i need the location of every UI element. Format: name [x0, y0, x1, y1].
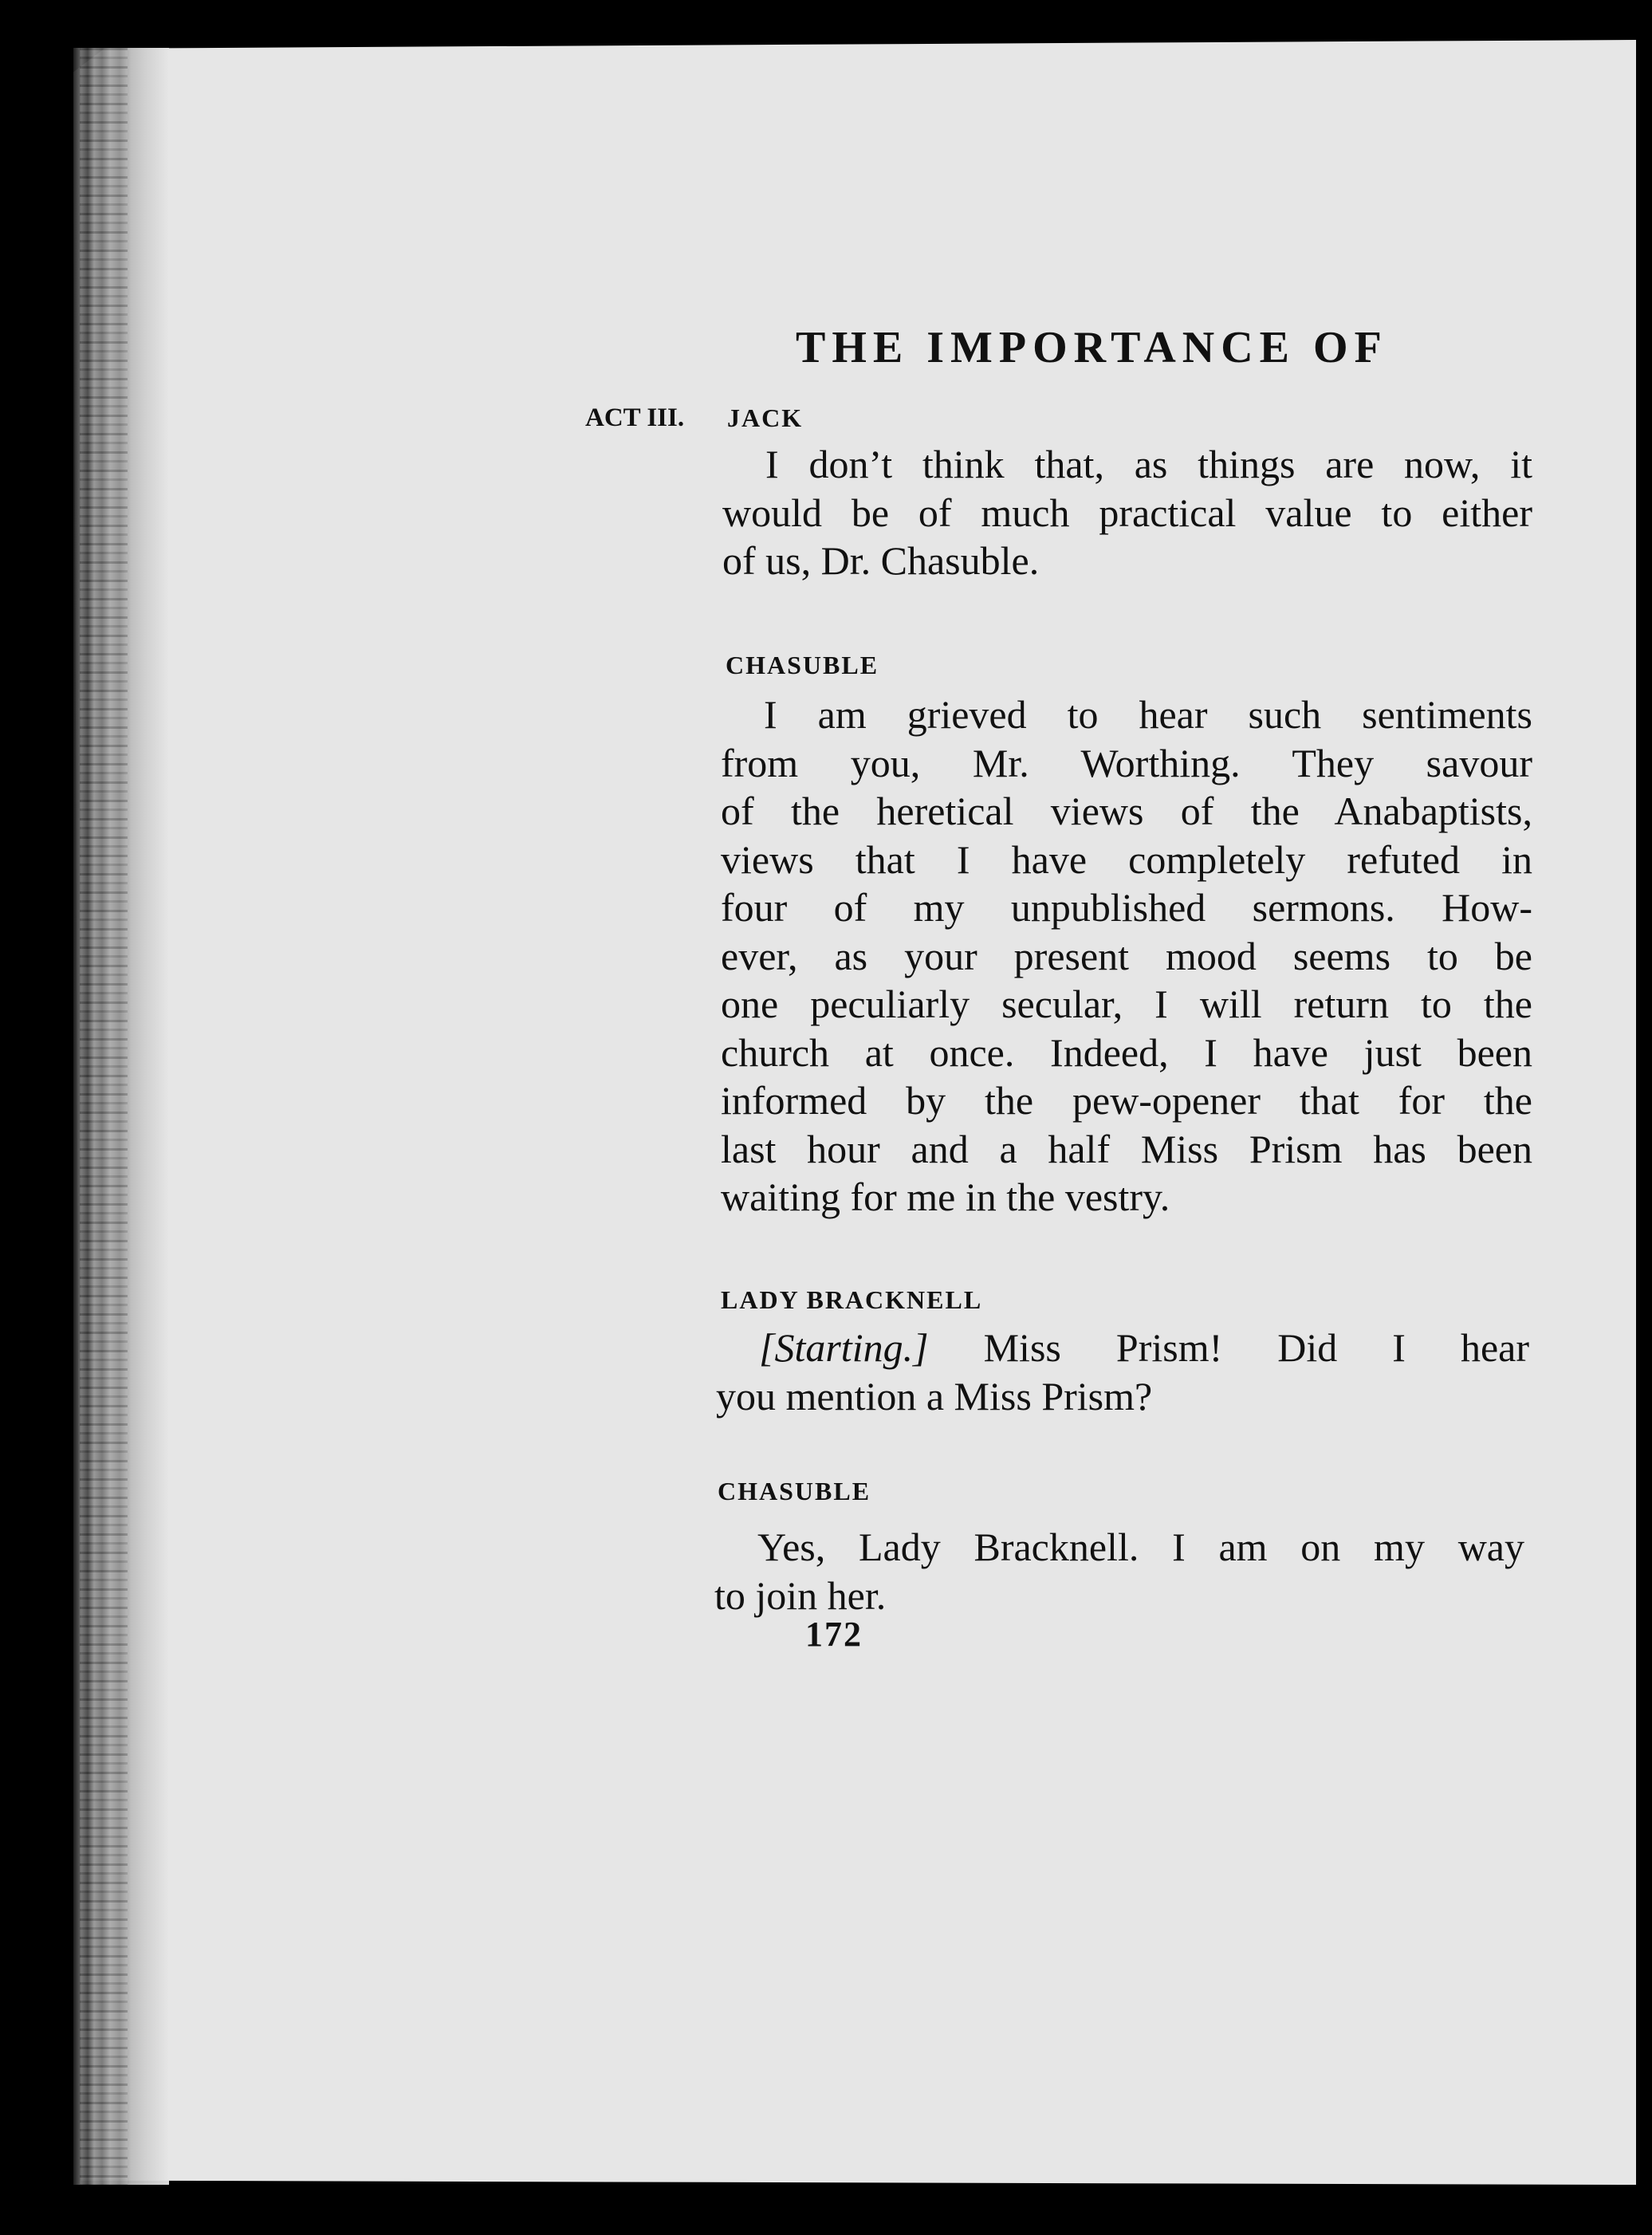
speech-text: [714, 1523, 1524, 1619]
speech-line: ever, as your present mood seems to be: [721, 933, 1532, 978]
speech-line: last hour and a half Miss Prism has been: [721, 1126, 1532, 1171]
running-head: THE IMPORTANCE OF: [796, 323, 1388, 372]
stage-direction: [Starting.]: [759, 1325, 929, 1370]
gutter-texture: [80, 48, 128, 2185]
speech-line: views that I have completely refuted in: [721, 836, 1532, 882]
speaker-name: CHASUBLE: [726, 651, 879, 679]
speech-line: [716, 1324, 1529, 1372]
speaker-name: LADY BRACKNELL: [721, 1285, 983, 1314]
speech-line: informed by the pew-opener that for the: [721, 1078, 1532, 1123]
speech-line: of the heretical views of the Anabaptists,: [721, 789, 1532, 833]
speech-line: from you, Mr. Worthing. They savour: [721, 740, 1532, 785]
speech-line: Yes, Lady Bracknell. I am on my way: [757, 1525, 1524, 1569]
speech-line: I don’t think that, as things are now, it: [765, 442, 1532, 486]
speech-text: [722, 440, 1532, 585]
page-number: 172: [805, 1615, 863, 1654]
speech-line: four of my unpublished sermons. How-: [721, 885, 1532, 930]
speech-text: [716, 1324, 1529, 1420]
speech-line: of us, Dr. Chasuble.: [722, 538, 1040, 583]
speech-text: [721, 691, 1532, 1222]
speech-line: waiting for me in the vestry.: [721, 1175, 1170, 1219]
speech-line: I am grieved to hear such sentiments: [764, 692, 1532, 737]
speech-line: would be of much practical value to either: [722, 490, 1532, 535]
speech-line: church at once. Indeed, I have just been: [721, 1029, 1532, 1075]
speech-fragment: Miss Prism! Did I hear: [983, 1325, 1529, 1370]
speech-line: to join her.: [714, 1572, 887, 1618]
speech-line: you mention a Miss Prism?: [716, 1373, 1153, 1419]
speaker-name: CHASUBLE: [718, 1477, 871, 1505]
speaker-name: JACK: [727, 403, 804, 432]
speech-line: one peculiarly secular, I will return to the: [721, 982, 1532, 1026]
act-marker: ACT III.: [585, 403, 685, 432]
